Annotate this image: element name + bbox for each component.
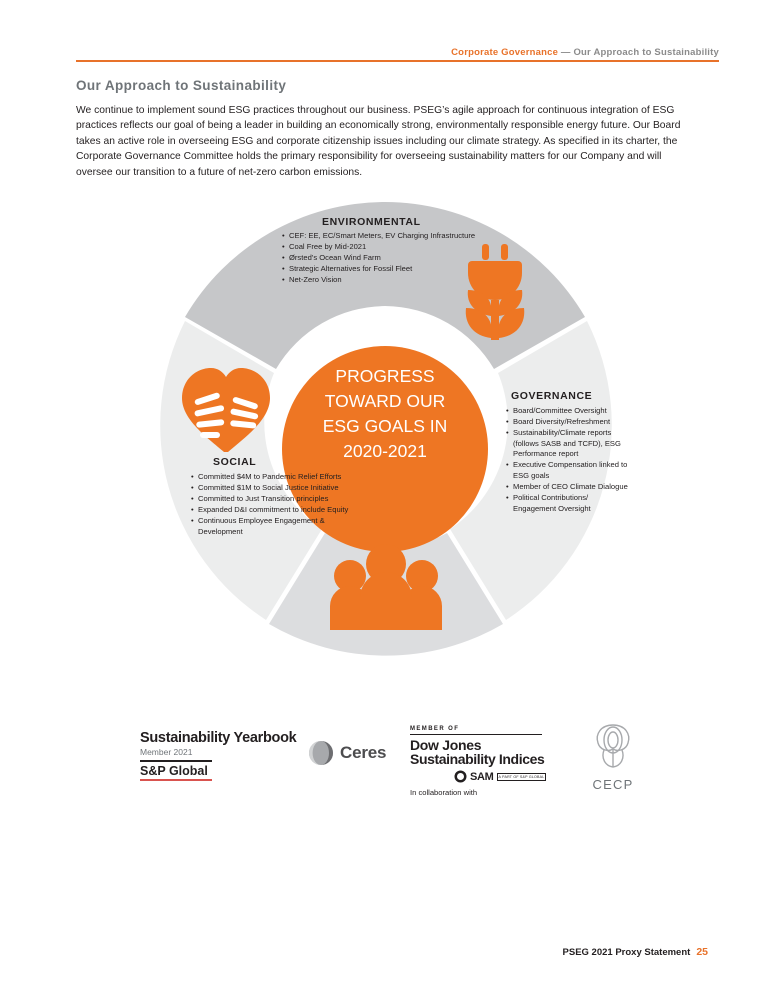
yearbook-title: Sustainability Yearbook [140, 730, 297, 746]
segment-heading-governance: GOVERNANCE [511, 390, 593, 402]
segment-list-environmental [282, 231, 512, 286]
footer-page-number: 25 [696, 946, 708, 958]
body-paragraph: We continue to implement sound ESG practices throughout our business. PSEG’s agile approach for continuous integration of ESG practices reflects our goal of being a leader in building an economically strong, environmentally responsible energy future. Our Board takes an active role in overseeing ESG and corporate citizenship issues including our climate strategy. As specified in its charter, the Corporate Governance Committee holds the primary responsibility for overseeing sustainability matters for our Company and will oversee our transition to a future of net-zero carbon emissions. [76, 105, 681, 178]
djsi-collaboration-note: In collaboration with [410, 788, 478, 798]
sam-sublabel: A PART OF S&P GLOBAL [498, 774, 545, 779]
cecp-mark-icon [591, 722, 635, 770]
logo-dow-jones-sustainability-indices [410, 726, 560, 797]
list-item: • Expanded D&I commitment to include Equity [191, 505, 366, 516]
center-line-1: PROGRESS [335, 366, 435, 386]
yearbook-member: Member 2021 [140, 747, 193, 757]
running-header [451, 47, 719, 58]
header-rule [76, 60, 719, 62]
segment-list-governance [506, 406, 631, 515]
center-line-3: ESG GOALS IN [322, 416, 448, 436]
list-item: • Board Diversity/Refreshment [506, 417, 631, 428]
segment-list-social [191, 472, 366, 538]
segment-heading-social: SOCIAL [213, 456, 257, 468]
sp-global-underline [140, 779, 212, 781]
running-header-section: Corporate Governance [451, 47, 559, 58]
list-item: • Committed $1M to Social Justice Initiative [191, 483, 366, 494]
page-footer [563, 946, 708, 958]
ceres-mark-icon [308, 740, 334, 766]
list-item: • Net-Zero Vision [282, 275, 512, 286]
list-item: • Coal Free by Mid-2021 [282, 242, 512, 253]
list-item: • Committed to Just Transition principles [191, 494, 366, 505]
yearbook-divider [140, 760, 212, 762]
ceres-label: Ceres [340, 743, 387, 762]
list-item: • Member of CEO Climate Dialogue [506, 482, 631, 493]
list-item: • CEF: EE, EC/Smart Meters, EV Charging Infrastructure [282, 231, 512, 242]
djsi-member-of: MEMBER OF [410, 726, 460, 732]
logo-sustainability-yearbook [140, 730, 300, 781]
logo-cecp [578, 722, 648, 792]
djsi-divider [410, 734, 542, 735]
segment-heading-environmental: ENVIRONMENTAL [322, 216, 421, 228]
running-header-subsection: Our Approach to Sustainability [573, 47, 719, 58]
sam-mark-icon [454, 770, 467, 783]
list-item: • Political Contributions/ Engagement Oversight [506, 493, 631, 514]
sam-lockup [454, 770, 560, 783]
page-header [76, 42, 719, 62]
list-item: • Continuous Employee Engagement & Development [191, 516, 366, 537]
recognition-logos [140, 722, 640, 802]
center-line-2: TOWARD OUR [324, 391, 446, 411]
sp-global-label: S&P Global [140, 763, 208, 778]
page-title: Our Approach to Sustainability [76, 78, 287, 93]
esg-donut-diagram [146, 196, 628, 656]
list-item: • Strategic Alternatives for Fossil Fleet [282, 264, 512, 275]
center-label [286, 364, 484, 464]
list-item: • Executive Compensation linked to ESG goals [506, 460, 631, 481]
cecp-label: CECP [592, 777, 634, 792]
djsi-line1: Dow Jones [410, 737, 482, 754]
logo-ceres [308, 740, 386, 766]
list-item: • Committed $4M to Pandemic Relief Efforts [191, 472, 366, 483]
center-line-4: 2020-2021 [343, 441, 427, 461]
djsi-line2: Sustainability Indices [410, 751, 545, 768]
sam-label: SAM [470, 770, 494, 783]
list-item: • Board/Committee Oversight [506, 406, 631, 417]
running-header-separator: — [558, 47, 574, 58]
list-item: • Sustainability/Climate reports (follows SASB and TCFD), ESG Performance report [506, 428, 631, 460]
footer-label: PSEG 2021 Proxy Statement [562, 947, 691, 958]
list-item: • Ørsted’s Ocean Wind Farm [282, 253, 512, 264]
